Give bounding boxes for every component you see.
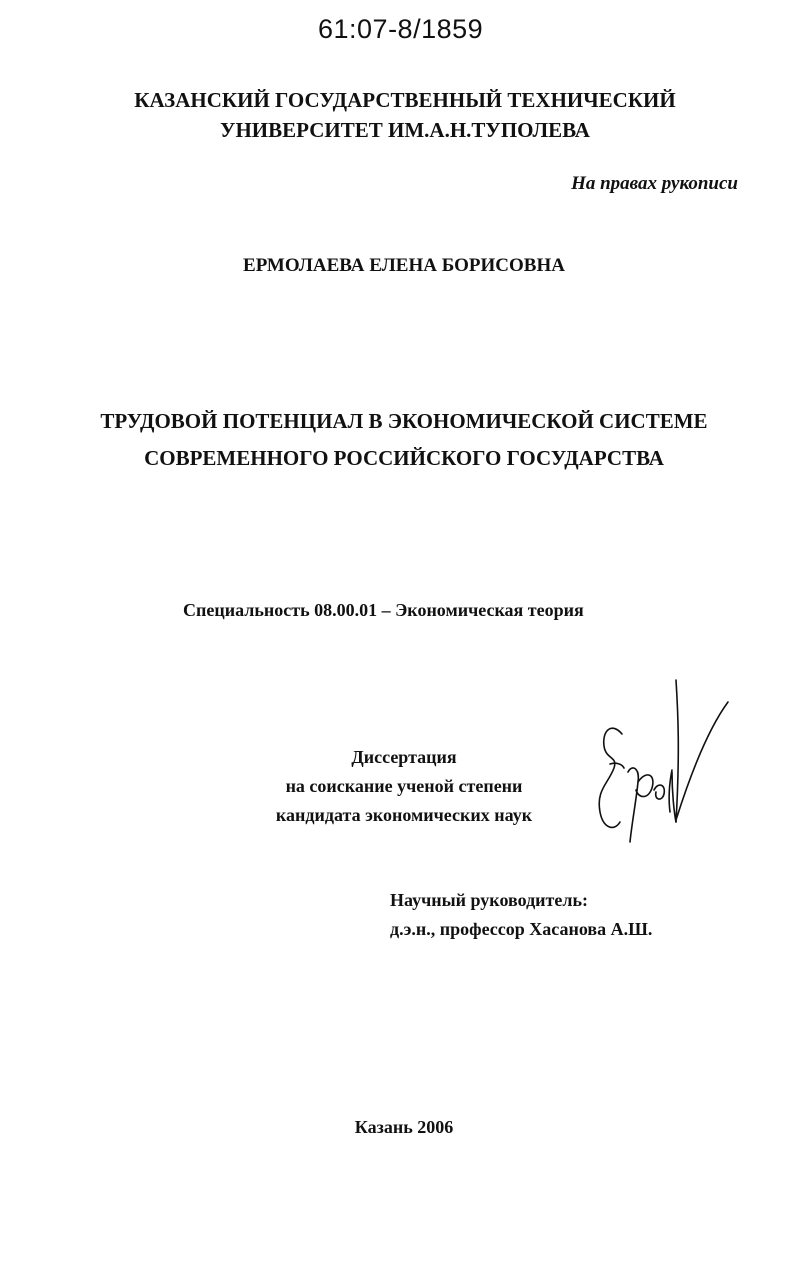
university-name	[0, 85, 799, 145]
dissertation-degree-block	[255, 743, 553, 830]
dissertation-line-3: кандидата экономических наук	[275, 805, 533, 825]
dissertation-line-1: Диссертация	[351, 747, 457, 767]
title-line-1: ТРУДОВОЙ ПОТЕНЦИАЛ В ЭКОНОМИЧЕСКОЙ СИСТЕМЕ	[100, 409, 708, 433]
university-line-2: УНИВЕРСИТЕТ ИМ.А.Н.ТУПОЛЕВА	[220, 118, 590, 142]
dissertation-title	[0, 403, 799, 477]
dissertation-line-2: на соискание ученой степени	[285, 776, 523, 796]
manuscript-rights-note: На правах рукописи	[571, 173, 738, 194]
university-line-1: КАЗАНСКИЙ ГОСУДАРСТВЕННЫЙ ТЕХНИЧЕСКИЙ	[134, 88, 676, 112]
author-name: ЕРМОЛАЕВА ЕЛЕНА БОРИСОВНА	[243, 255, 565, 276]
advisor-name: д.э.н., профессор Хасанова А.Ш.	[390, 919, 653, 939]
handwritten-signature	[588, 672, 733, 847]
advisor-label: Научный руководитель:	[390, 890, 588, 910]
catalog-number: 61:07-8/1859	[318, 14, 484, 44]
title-line-2: СОВРЕМЕННОГО РОССИЙСКОГО ГОСУДАРСТВА	[144, 446, 664, 470]
specialty-line: Специальность 08.00.01 – Экономическая теория	[183, 600, 584, 620]
scientific-advisor-block	[390, 886, 652, 944]
city-and-year: Казань 2006	[354, 1117, 454, 1137]
